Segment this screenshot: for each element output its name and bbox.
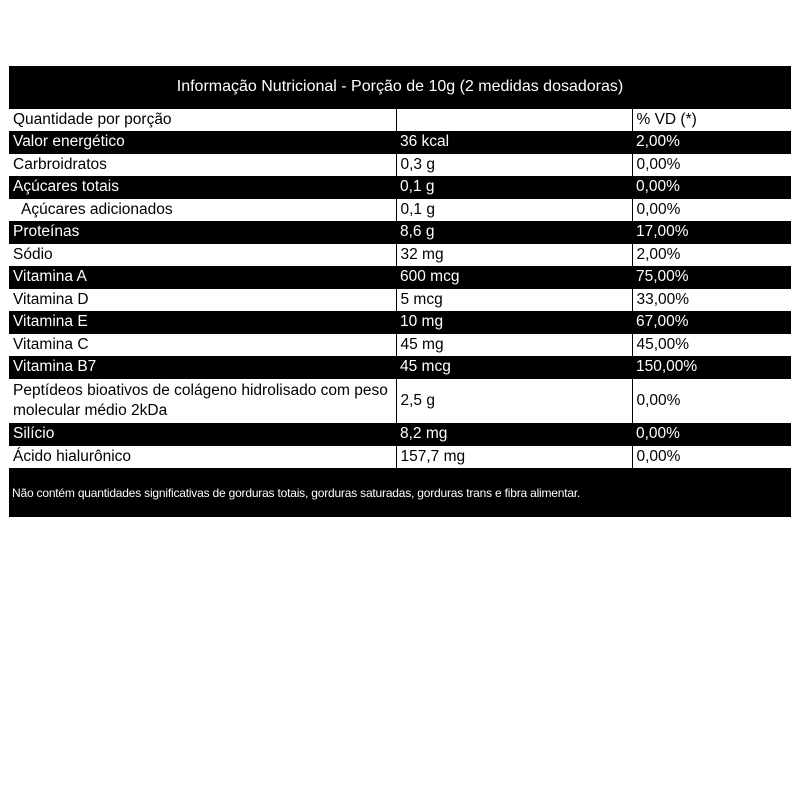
nutrient-amount: 0,1 g xyxy=(396,199,632,222)
table-row xyxy=(9,334,791,357)
nutrient-name: Silício xyxy=(9,423,396,446)
nutrient-name: Vitamina C xyxy=(9,334,396,357)
nutrient-amount: 8,6 g xyxy=(396,221,632,244)
nutrient-amount: 45 mcg xyxy=(396,356,632,379)
nutrient-name: Valor energético xyxy=(9,131,396,154)
nutrient-name: Proteínas xyxy=(9,221,396,244)
nutrient-name: Ácido hialurônico xyxy=(9,446,396,469)
table-row xyxy=(9,289,791,312)
nutrient-amount: 45 mg xyxy=(396,334,632,357)
nutrient-vd: 17,00% xyxy=(632,221,791,244)
nutrient-name: Peptídeos bioativos de colágeno hidrolisado com peso molecular médio 2kDa xyxy=(9,379,396,424)
table-row xyxy=(9,131,791,154)
table-header-row xyxy=(9,109,791,132)
nutrient-amount: 2,5 g xyxy=(396,379,632,424)
table-row xyxy=(9,356,791,379)
nutrient-vd: 0,00% xyxy=(632,199,791,222)
header-amount-cell xyxy=(396,109,632,132)
nutrient-vd: 0,00% xyxy=(632,176,791,199)
nutrient-name: Vitamina A xyxy=(9,266,396,289)
nutrient-name: Vitamina D xyxy=(9,289,396,312)
nutrient-name: Vitamina E xyxy=(9,311,396,334)
table-row xyxy=(9,423,791,446)
nutrient-name: Vitamina B7 xyxy=(9,356,396,379)
table-row xyxy=(9,311,791,334)
table-row xyxy=(9,446,791,469)
table-title: Informação Nutricional - Porção de 10g (2 medidas dosadoras) xyxy=(176,78,624,95)
nutrient-vd: 150,00% xyxy=(632,356,791,379)
nutrient-vd: 0,00% xyxy=(632,423,791,446)
nutrient-vd: 67,00% xyxy=(632,311,791,334)
nutrient-vd: 2,00% xyxy=(632,131,791,154)
table-row xyxy=(9,221,791,244)
nutrient-vd: 75,00% xyxy=(632,266,791,289)
footnote: Não contém quantidades significativas de gorduras totais, gorduras saturadas, gorduras trans e fibra alimentar. xyxy=(12,486,581,500)
nutrient-amount: 600 mcg xyxy=(396,266,632,289)
nutrient-name: Sódio xyxy=(9,244,396,267)
nutrient-amount: 8,2 mg xyxy=(396,423,632,446)
nutrient-amount: 5 mcg xyxy=(396,289,632,312)
table-row xyxy=(9,154,791,177)
nutrient-vd: 0,00% xyxy=(632,379,791,424)
nutrient-name: Açúcares adicionados xyxy=(9,199,396,222)
table-row xyxy=(9,199,791,222)
nutrient-vd: 45,00% xyxy=(632,334,791,357)
nutrition-facts-panel xyxy=(9,66,791,517)
table-row xyxy=(9,379,791,424)
nutrient-amount: 0,3 g xyxy=(396,154,632,177)
nutrition-table xyxy=(9,108,791,468)
nutrient-vd: 33,00% xyxy=(632,289,791,312)
nutrient-amount: 32 mg xyxy=(396,244,632,267)
nutrient-amount: 10 mg xyxy=(396,311,632,334)
table-row xyxy=(9,244,791,267)
nutrient-amount: 36 kcal xyxy=(396,131,632,154)
header-vd-label: % VD (*) xyxy=(632,109,791,132)
nutrient-name: Açúcares totais xyxy=(9,176,396,199)
table-row xyxy=(9,266,791,289)
nutrient-amount: 0,1 g xyxy=(396,176,632,199)
nutrient-vd: 0,00% xyxy=(632,154,791,177)
nutrient-amount: 157,7 mg xyxy=(396,446,632,469)
nutrient-name: Carbroidratos xyxy=(9,154,396,177)
nutrient-vd: 2,00% xyxy=(632,244,791,267)
table-row xyxy=(9,176,791,199)
header-serving-label: Quantidade por porção xyxy=(9,109,396,132)
nutrient-vd: 0,00% xyxy=(632,446,791,469)
